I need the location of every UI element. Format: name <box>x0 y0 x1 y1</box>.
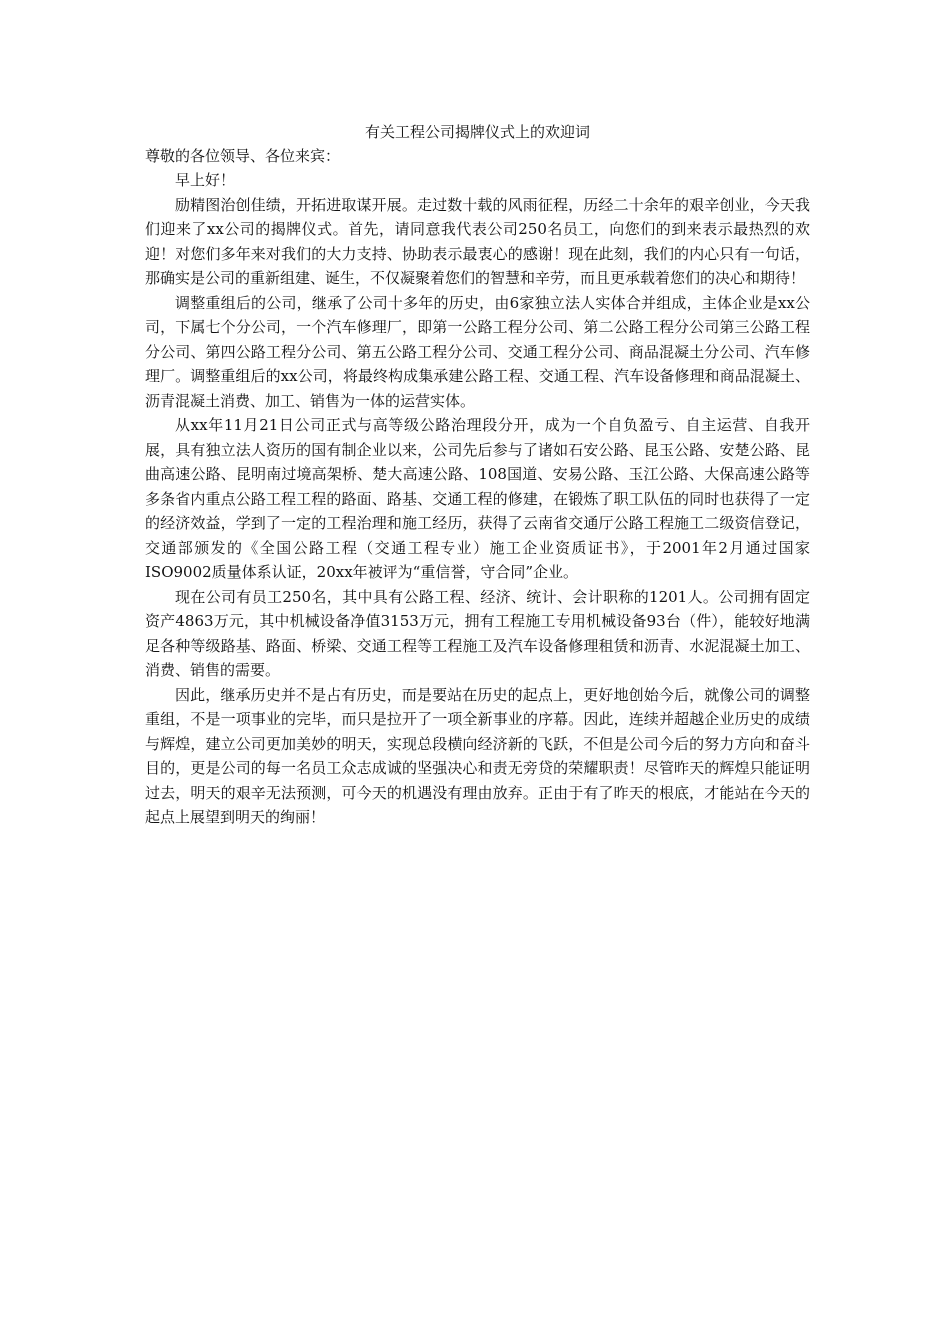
closing-paragraph: 因此，继承历史并不是占有历史，而是要站在历史的起点上，更好地创始今后，就像公司的调整重组，不是一项事业的完毕，而只是拉开了一项全新事业的序幕。因此，连续并超越企业历史的成绩与辉煌，建立公司更加美妙的明天，实现总段横向经济新的飞跃，不但是公司今后的努力方向和奋斗目的，更是公司的每一名员工众志成诚的坚强决心和责无旁贷的荣耀职责！尽管昨天的辉煌只能证明过去，明天的艰辛无法预测，可今天的机遇没有理由放弃。正由于有了昨天的根底，才能站在今天的起点上展望到明天的绚丽！ <box>145 685 810 826</box>
document-title: 有关工程公司揭牌仪式上的欢迎词 <box>364 123 590 141</box>
history-paragraph: 从xx年11月21日公司正式与高等级公路治理段分开，成为一个自负盈亏、自主运营、自我开展，具有独立法人资历的国有制企业以来，公司先后参与了诸如石安公路、昆玉公路、安楚公路、昆曲高速公路、昆明南过境高架桥、楚大高速公路、108国道、安易公路、玉江公路、大保高速公路等多条省内重点公路工程工程的路面、路基、交通工程的修建，在锻炼了职工队伍的同时也获得了一定的经济效益，学到了一定的工程治理和施工经历，获得了云南省交通厅公路工程施工二级资信登记，交通部颁发的《全国公路工程（交通工程专业）施工企业资质证书》，于2001年2月通过国家ISO9002质量体系认证，20xx年被评为“重信誉，守合同”企业。 <box>145 416 810 581</box>
document-page <box>145 120 810 830</box>
restructure-paragraph: 调整重组后的公司，继承了公司十多年的历史，由6家独立法人实体合并组成，主体企业是xx公司，下属七个分公司，一个汽车修理厂，即第一公路工程分公司、第二公路工程分公司第三公路工程分公司、第四公路工程分公司、第五公路工程分公司、交通工程分公司、商品混凝土分公司、汽车修理厂。调整重组后的xx公司，将最终构成集承建公路工程、交通工程、汽车设备修理和商品混凝土、沥青混凝土消费、加工、销售为一体的运营实体。 <box>145 293 810 410</box>
salutation: 尊敬的各位领导、各位来宾： <box>145 147 341 165</box>
welcome-paragraph: 励精图治创佳绩，开拓进取谋开展。走过数十载的风雨征程，历经二十余年的艰辛创业，今天我们迎来了xx公司的揭牌仪式。首先，请同意我代表公司250名员工，向您们的到来表示最热烈的欢迎！对您们多年来对我们的大力支持、协助表示最衷心的感谢！现在此刻，我们的内心只有一句话，那确实是公司的重新组建、诞生，不仅凝聚着您们的智慧和辛劳，而且更承载着您们的决心和期待！ <box>145 195 810 287</box>
greeting-paragraph: 早上好！ <box>175 171 236 189</box>
staff-assets-paragraph: 现在公司有员工250名，其中具有公路工程、经济、统计、会计职称的1201人。公司拥有固定资产4863万元，其中机械设备净值3153万元，拥有工程施工专用机械设备93台（件），能较好地满足各种等级路基、路面、桥梁、交通工程等工程施工及汽车设备修理租赁和沥青、水泥混凝土加工、消费、销售的需要。 <box>145 587 810 679</box>
